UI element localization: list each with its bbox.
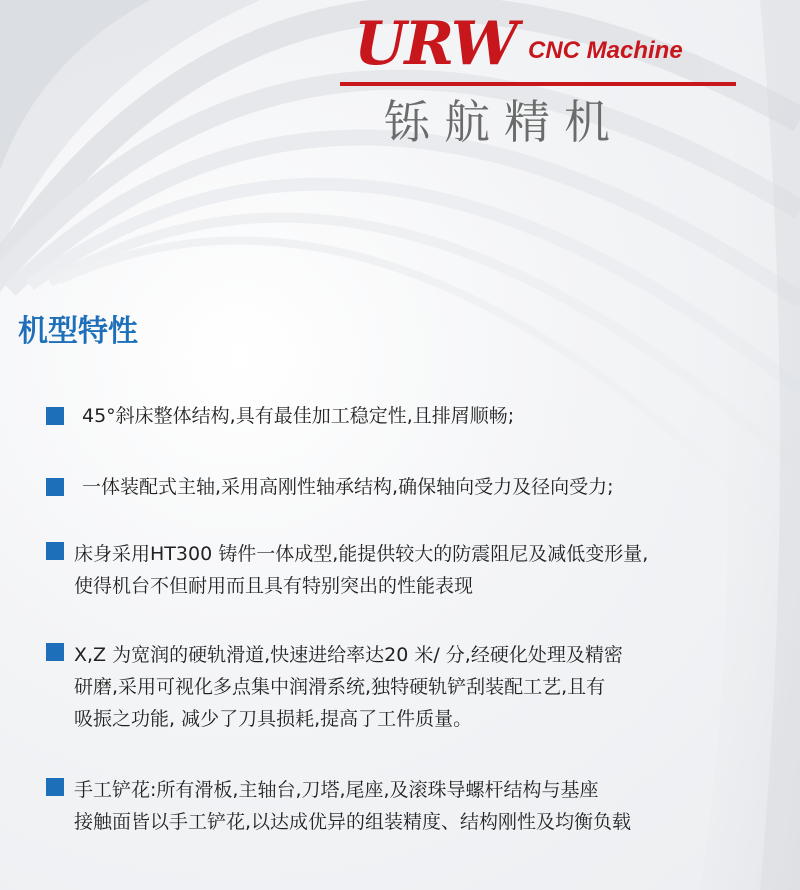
feature-line: 使得机台不但耐用而且具有特别突出的性能表现 xyxy=(74,575,474,597)
feature-line: 床身采用HT300 铸件一体成型,能提供较大的防震阻尼及减低变形量, xyxy=(74,543,649,565)
feature-line: X,Z 为宽润的硬轨滑道,快速进给率达20 米/ 分,经硬化处理及精密 xyxy=(74,644,623,666)
feature-line: 接触面皆以手工铲花,以达成优异的组装精度、结构刚性及均衡负载 xyxy=(74,811,632,833)
logo-subtitle: CNC Machine xyxy=(528,37,683,64)
company-logo xyxy=(340,8,740,158)
logo-chinese-name: 铄航精机 xyxy=(384,95,624,149)
feature-line: 45°斜床整体结构,具有最佳加工稳定性,且排屑顺畅; xyxy=(82,405,515,427)
feature-line: 研磨,采用可视化多点集中润滑系统,独特硬轨铲刮装配工艺,且有 xyxy=(74,676,606,698)
section-title: 机型特性 xyxy=(18,314,138,349)
logo-brand-text: URW xyxy=(354,9,517,79)
logo-underline xyxy=(340,82,736,86)
bullet-square-icon xyxy=(46,478,64,496)
feature-line: 手工铲花:所有滑板,主轴台,刀塔,尾座,及滚珠导螺杆结构与基座 xyxy=(74,779,599,801)
feature-line: 一体装配式主轴,采用高刚性轴承结构,确保轴向受力及径向受力; xyxy=(82,476,614,498)
bullet-square-icon xyxy=(46,778,64,796)
feature-line: 吸振之功能, 减少了刀具损耗,提高了工件质量。 xyxy=(74,708,473,730)
bullet-square-icon xyxy=(46,407,64,425)
bullet-square-icon xyxy=(46,542,64,560)
bullet-square-icon xyxy=(46,643,64,661)
